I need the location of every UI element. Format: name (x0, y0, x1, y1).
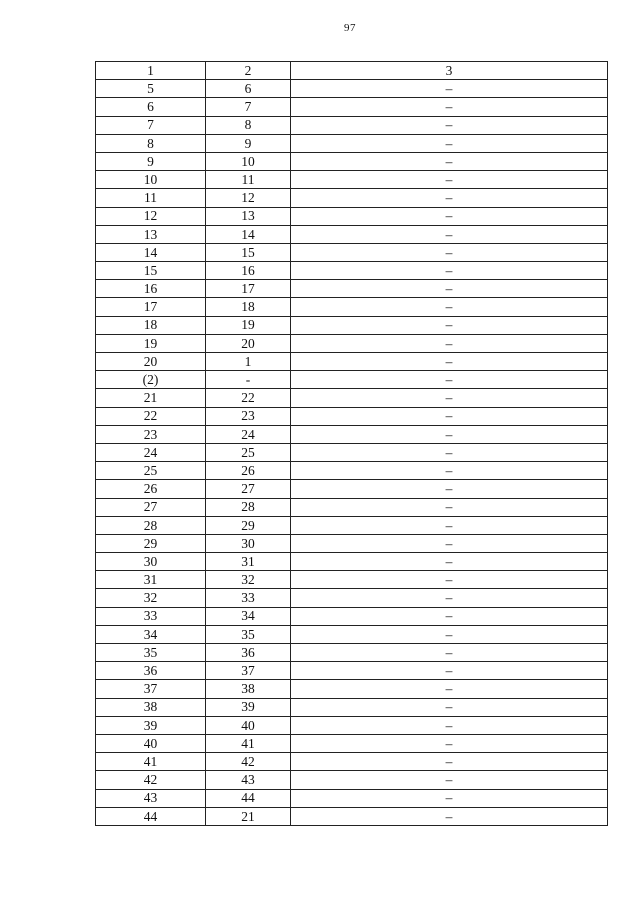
table-cell-col1: 30 (96, 553, 206, 571)
table-row (96, 389, 608, 407)
table-cell-col1: 16 (96, 280, 206, 298)
table-cell-col1: 29 (96, 534, 206, 552)
table-cell-col1: 41 (96, 753, 206, 771)
table-cell-col2: 21 (206, 807, 291, 825)
table-header-row (96, 62, 608, 80)
table-cell-col2: 6 (206, 80, 291, 98)
table-cell-col3: – (291, 607, 608, 625)
table-cell-col1: 24 (96, 443, 206, 461)
table-cell-col2: 8 (206, 116, 291, 134)
table-cell-col3: – (291, 753, 608, 771)
table-cell-col2: 15 (206, 243, 291, 261)
table-cell-col2: 24 (206, 425, 291, 443)
table-row (96, 625, 608, 643)
table-cell-col1: 17 (96, 298, 206, 316)
header-cell-2: 2 (206, 62, 291, 80)
table-cell-col1: 6 (96, 98, 206, 116)
table-row (96, 134, 608, 152)
table-cell-col1: 42 (96, 771, 206, 789)
table-cell-col2: 31 (206, 553, 291, 571)
table-row (96, 334, 608, 352)
table-cell-col1: 37 (96, 680, 206, 698)
table-cell-col1: 11 (96, 189, 206, 207)
table-cell-col1: 22 (96, 407, 206, 425)
table-cell-col3: – (291, 480, 608, 498)
table-cell-col1: 27 (96, 498, 206, 516)
table-cell-col3: – (291, 698, 608, 716)
table-cell-col3: – (291, 389, 608, 407)
table-cell-col1: 14 (96, 243, 206, 261)
table-cell-col2: 36 (206, 644, 291, 662)
table-cell-col1: 8 (96, 134, 206, 152)
table-cell-col2: 20 (206, 334, 291, 352)
table-cell-col2: 10 (206, 152, 291, 170)
table-cell-col3: – (291, 443, 608, 461)
table-cell-col1: 31 (96, 571, 206, 589)
table-row (96, 498, 608, 516)
table-row (96, 480, 608, 498)
table-cell-col2: 33 (206, 589, 291, 607)
table-cell-col2: 34 (206, 607, 291, 625)
table-row (96, 116, 608, 134)
table-cell-col2: 13 (206, 207, 291, 225)
table-row (96, 553, 608, 571)
table-cell-col2: 14 (206, 225, 291, 243)
table-cell-col1: 25 (96, 462, 206, 480)
table-row (96, 462, 608, 480)
table-cell-col3: – (291, 371, 608, 389)
table-row (96, 607, 608, 625)
table-cell-col3: – (291, 425, 608, 443)
table-cell-col3: – (291, 298, 608, 316)
table-row (96, 171, 608, 189)
table-row (96, 353, 608, 371)
table-row (96, 98, 608, 116)
table-row (96, 207, 608, 225)
table-cell-col3: – (291, 80, 608, 98)
table-cell-col1: 39 (96, 716, 206, 734)
table-cell-col1: 26 (96, 480, 206, 498)
table-cell-col2: 38 (206, 680, 291, 698)
table-row (96, 371, 608, 389)
table-row (96, 644, 608, 662)
table-row (96, 571, 608, 589)
header-cell-1: 1 (96, 62, 206, 80)
table-cell-col3: – (291, 189, 608, 207)
table-cell-col3: – (291, 571, 608, 589)
table-row (96, 698, 608, 716)
table-cell-col2: 19 (206, 316, 291, 334)
table-cell-col2: 30 (206, 534, 291, 552)
table-cell-col3: – (291, 498, 608, 516)
table-cell-col2: 29 (206, 516, 291, 534)
table-cell-col3: – (291, 134, 608, 152)
table-row (96, 662, 608, 680)
table-row (96, 316, 608, 334)
table-cell-col1: 32 (96, 589, 206, 607)
table-cell-col2: - (206, 371, 291, 389)
table-row (96, 534, 608, 552)
table-cell-col2: 18 (206, 298, 291, 316)
table-row (96, 680, 608, 698)
table-cell-col3: – (291, 734, 608, 752)
table-cell-col3: – (291, 353, 608, 371)
table-cell-col2: 40 (206, 716, 291, 734)
table-cell-col2: 25 (206, 443, 291, 461)
table-cell-col3: – (291, 407, 608, 425)
table-cell-col1: 18 (96, 316, 206, 334)
table-cell-col3: – (291, 462, 608, 480)
table-cell-col2: 1 (206, 353, 291, 371)
table-cell-col3: – (291, 116, 608, 134)
table-cell-col2: 17 (206, 280, 291, 298)
table-row (96, 407, 608, 425)
table-row (96, 516, 608, 534)
data-table (95, 61, 608, 826)
table-row (96, 80, 608, 98)
table-row (96, 807, 608, 825)
table-row (96, 789, 608, 807)
table-cell-col1: 13 (96, 225, 206, 243)
header-cell-3: 3 (291, 62, 608, 80)
table-cell-col2: 16 (206, 262, 291, 280)
table-cell-col3: – (291, 553, 608, 571)
table-cell-col2: 42 (206, 753, 291, 771)
table-cell-col2: 32 (206, 571, 291, 589)
table-cell-col2: 12 (206, 189, 291, 207)
table-cell-col2: 26 (206, 462, 291, 480)
table-row (96, 243, 608, 261)
table-row (96, 225, 608, 243)
table-cell-col2: 39 (206, 698, 291, 716)
table-cell-col1: 9 (96, 152, 206, 170)
table-row (96, 716, 608, 734)
table-row (96, 425, 608, 443)
table-cell-col1: 12 (96, 207, 206, 225)
table-cell-col3: – (291, 243, 608, 261)
table-cell-col3: – (291, 334, 608, 352)
table-cell-col2: 44 (206, 789, 291, 807)
table-cell-col1: 38 (96, 698, 206, 716)
table-cell-col3: – (291, 152, 608, 170)
table-cell-col2: 9 (206, 134, 291, 152)
table-cell-col3: – (291, 171, 608, 189)
table-row (96, 589, 608, 607)
table-cell-col3: – (291, 789, 608, 807)
table-cell-col2: 7 (206, 98, 291, 116)
table-cell-col2: 43 (206, 771, 291, 789)
table-row (96, 771, 608, 789)
table-cell-col1: 10 (96, 171, 206, 189)
table-cell-col3: – (291, 716, 608, 734)
table-row (96, 152, 608, 170)
table-cell-col1: 35 (96, 644, 206, 662)
table-cell-col2: 35 (206, 625, 291, 643)
table-cell-col3: – (291, 98, 608, 116)
table-cell-col3: – (291, 516, 608, 534)
table-cell-col2: 28 (206, 498, 291, 516)
table-row (96, 753, 608, 771)
table-cell-col1: 34 (96, 625, 206, 643)
table-cell-col1: 7 (96, 116, 206, 134)
table-cell-col1: 33 (96, 607, 206, 625)
table-cell-col1: 40 (96, 734, 206, 752)
table-cell-col1: 36 (96, 662, 206, 680)
table-cell-col1: 20 (96, 353, 206, 371)
table-cell-col1: 23 (96, 425, 206, 443)
table-row (96, 443, 608, 461)
table-cell-col3: – (291, 280, 608, 298)
table-cell-col3: – (291, 225, 608, 243)
table-cell-col3: – (291, 262, 608, 280)
table-cell-col3: – (291, 534, 608, 552)
table-cell-col1: 15 (96, 262, 206, 280)
table-cell-col1: 44 (96, 807, 206, 825)
table-body (96, 62, 608, 826)
page-number: 97 (344, 22, 356, 34)
table-cell-col3: – (291, 771, 608, 789)
table-cell-col3: – (291, 207, 608, 225)
table-row (96, 189, 608, 207)
table-cell-col1: (2) (96, 371, 206, 389)
table-row (96, 262, 608, 280)
table-cell-col3: – (291, 644, 608, 662)
table-cell-col3: – (291, 316, 608, 334)
table-cell-col2: 27 (206, 480, 291, 498)
table-cell-col2: 22 (206, 389, 291, 407)
table-cell-col3: – (291, 680, 608, 698)
table-cell-col3: – (291, 807, 608, 825)
table-cell-col1: 43 (96, 789, 206, 807)
table-cell-col1: 28 (96, 516, 206, 534)
table-row (96, 298, 608, 316)
table-cell-col3: – (291, 662, 608, 680)
table-cell-col2: 23 (206, 407, 291, 425)
table-row (96, 280, 608, 298)
table-cell-col3: – (291, 589, 608, 607)
table-row (96, 734, 608, 752)
table-cell-col2: 41 (206, 734, 291, 752)
table-cell-col1: 19 (96, 334, 206, 352)
table-cell-col1: 5 (96, 80, 206, 98)
table-cell-col2: 37 (206, 662, 291, 680)
table-cell-col3: – (291, 625, 608, 643)
table-cell-col1: 21 (96, 389, 206, 407)
table-cell-col2: 11 (206, 171, 291, 189)
